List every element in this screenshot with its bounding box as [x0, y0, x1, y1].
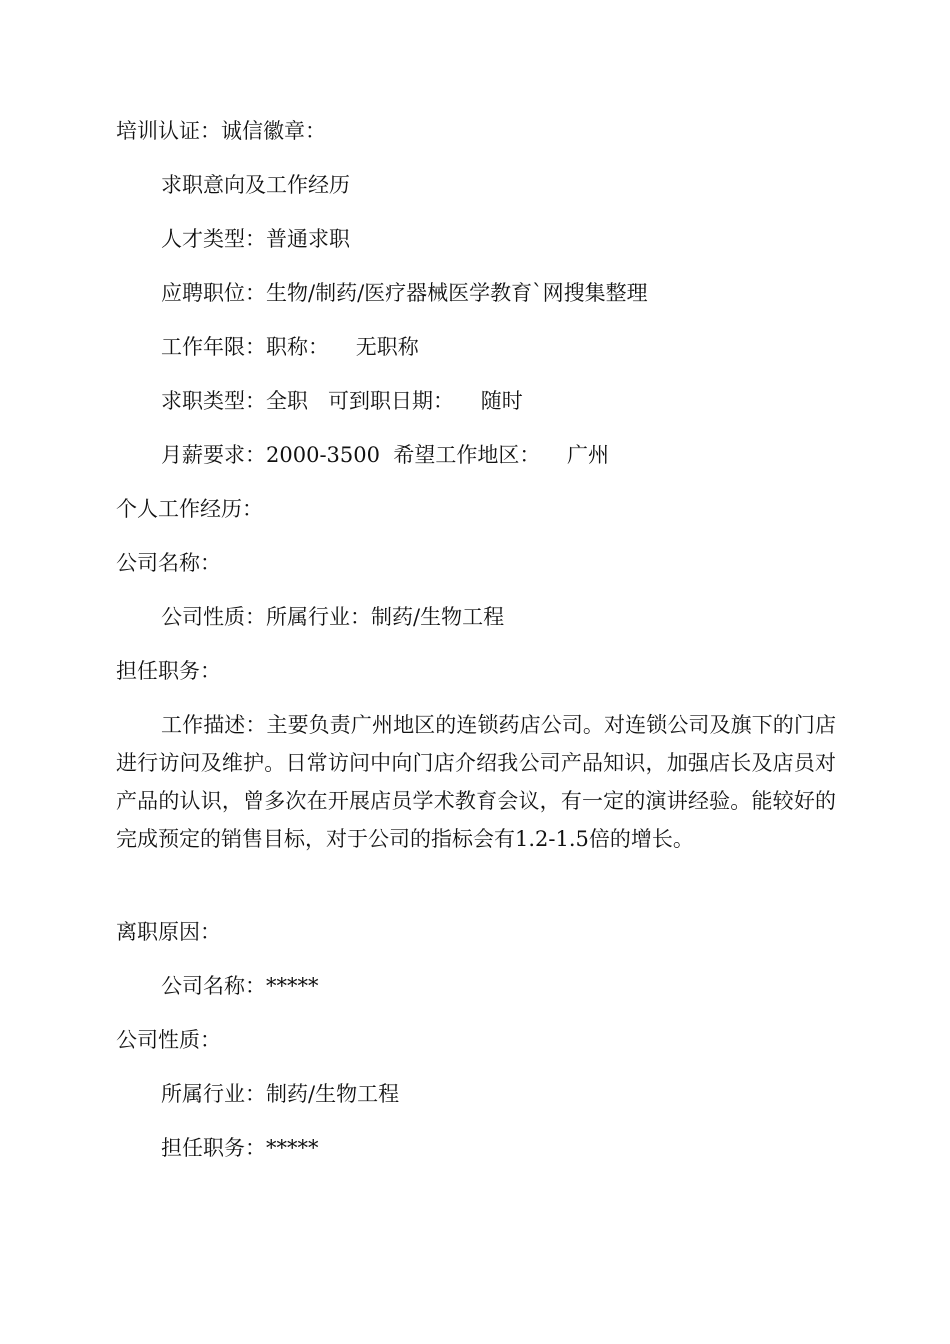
role-2-line: 担任职务：***** — [161, 1136, 319, 1160]
intent-heading: 求职意向及工作经历 — [161, 173, 350, 197]
position-applied-line: 应聘职位：生物/制药/医疗器械医学教育`网搜集整理 — [161, 281, 648, 305]
talent-type-line: 人才类型：普通求职 — [161, 227, 350, 251]
training-cert-line: 培训认证：诚信徽章： — [116, 119, 326, 143]
industry-2-line: 所属行业：制药/生物工程 — [161, 1082, 400, 1106]
work-history-heading: 个人工作经历： — [116, 497, 263, 521]
company-name-line: 公司名称： — [116, 551, 221, 575]
job-type-line: 求职类型：全职 可到职日期： 随时 — [161, 389, 523, 413]
job-description-paragraph: 工作描述：主要负责广州地区的连锁药店公司。对连锁公司及旗下的门店进行访问及维护。日常访问中向门店介绍我公司产品知识，加强店长及店员对产品的认识，曾多次在开展店员学术教育会议，有一定的演讲经验。能较好的完成预定的销售目标，对于公司的指标会有1.2-1.5倍的增长。 — [116, 713, 836, 851]
salary-region-line: 月薪要求：2000-3500 希望工作地区： 广州 — [161, 443, 610, 467]
leave-reason-line: 离职原因： — [116, 920, 221, 944]
company-nature-2-line: 公司性质： — [116, 1028, 221, 1052]
company-nature-line: 公司性质：所属行业：制药/生物工程 — [161, 605, 505, 629]
role-line: 担任职务： — [116, 659, 221, 683]
company-name-2-line: 公司名称：***** — [161, 974, 319, 998]
years-title-line: 工作年限：职称： 无职称 — [161, 335, 419, 359]
